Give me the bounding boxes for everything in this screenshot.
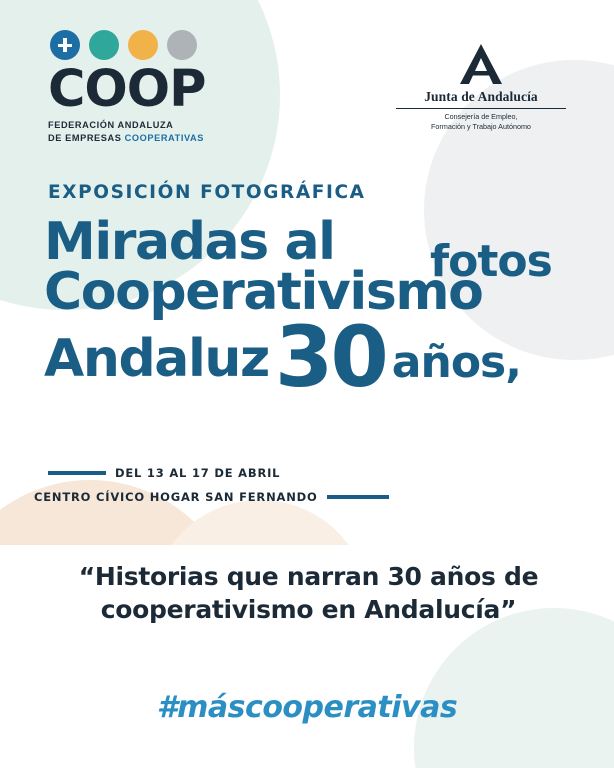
title-number: 30 — [274, 307, 386, 406]
junta-department — [396, 112, 566, 131]
poster-hashtag: #máscooperativas — [156, 690, 458, 725]
event-venue-text: CENTRO CÍVICO HOGAR SAN FERNANDO — [34, 490, 318, 504]
amber-dot-icon — [128, 30, 158, 60]
event-dates — [48, 466, 398, 480]
junta-department-line2: Formación y Trabajo Autónomo — [431, 121, 531, 131]
coop-logo-dots — [50, 28, 258, 62]
title-line-1: Miradas al — [44, 212, 335, 272]
coop-tagline — [48, 119, 258, 144]
event-venue — [34, 490, 394, 504]
teal-dot-icon — [89, 30, 119, 60]
coop-logo — [48, 28, 258, 144]
junta-title: Junta de Andalucía — [424, 89, 538, 104]
coop-tagline-line2-plain: DE EMPRESAS — [48, 132, 125, 143]
poster-kicker: EXPOSICIÓN FOTOGRÁFICA — [48, 182, 366, 203]
title-unit-years: años, — [391, 337, 521, 389]
junta-department-line1: Consejería de Empleo, — [444, 112, 518, 121]
poster-header — [0, 0, 614, 160]
title-unit-photos: fotos — [430, 236, 552, 287]
title-line-3-text: Andaluz — [44, 329, 269, 390]
title-line-2: Cooperativismo — [44, 261, 483, 322]
title-line-3 — [44, 307, 584, 406]
event-dates-text: DEL 13 AL 17 DE ABRIL — [115, 466, 281, 480]
poster-quote-line1: “Historias que narran 30 años de — [78, 562, 539, 591]
junta-a-icon — [396, 42, 566, 86]
junta-de-andalucia-logo — [396, 42, 566, 131]
junta-divider — [396, 108, 566, 109]
gray-dot-icon — [167, 30, 197, 60]
coop-tagline-line2 — [48, 132, 258, 144]
plus-icon — [50, 30, 80, 60]
coop-tagline-line2-highlight: COOPERATIVAS — [124, 132, 204, 143]
rule-left — [48, 471, 106, 475]
poster-quote-line2: cooperativismo en Andalucía” — [100, 595, 517, 624]
coop-tagline-line1: FEDERACIÓN ANDALUZA — [48, 120, 174, 131]
rule-right — [327, 495, 389, 499]
poster-quote — [36, 560, 581, 626]
coop-wordmark: COOP — [48, 60, 206, 119]
